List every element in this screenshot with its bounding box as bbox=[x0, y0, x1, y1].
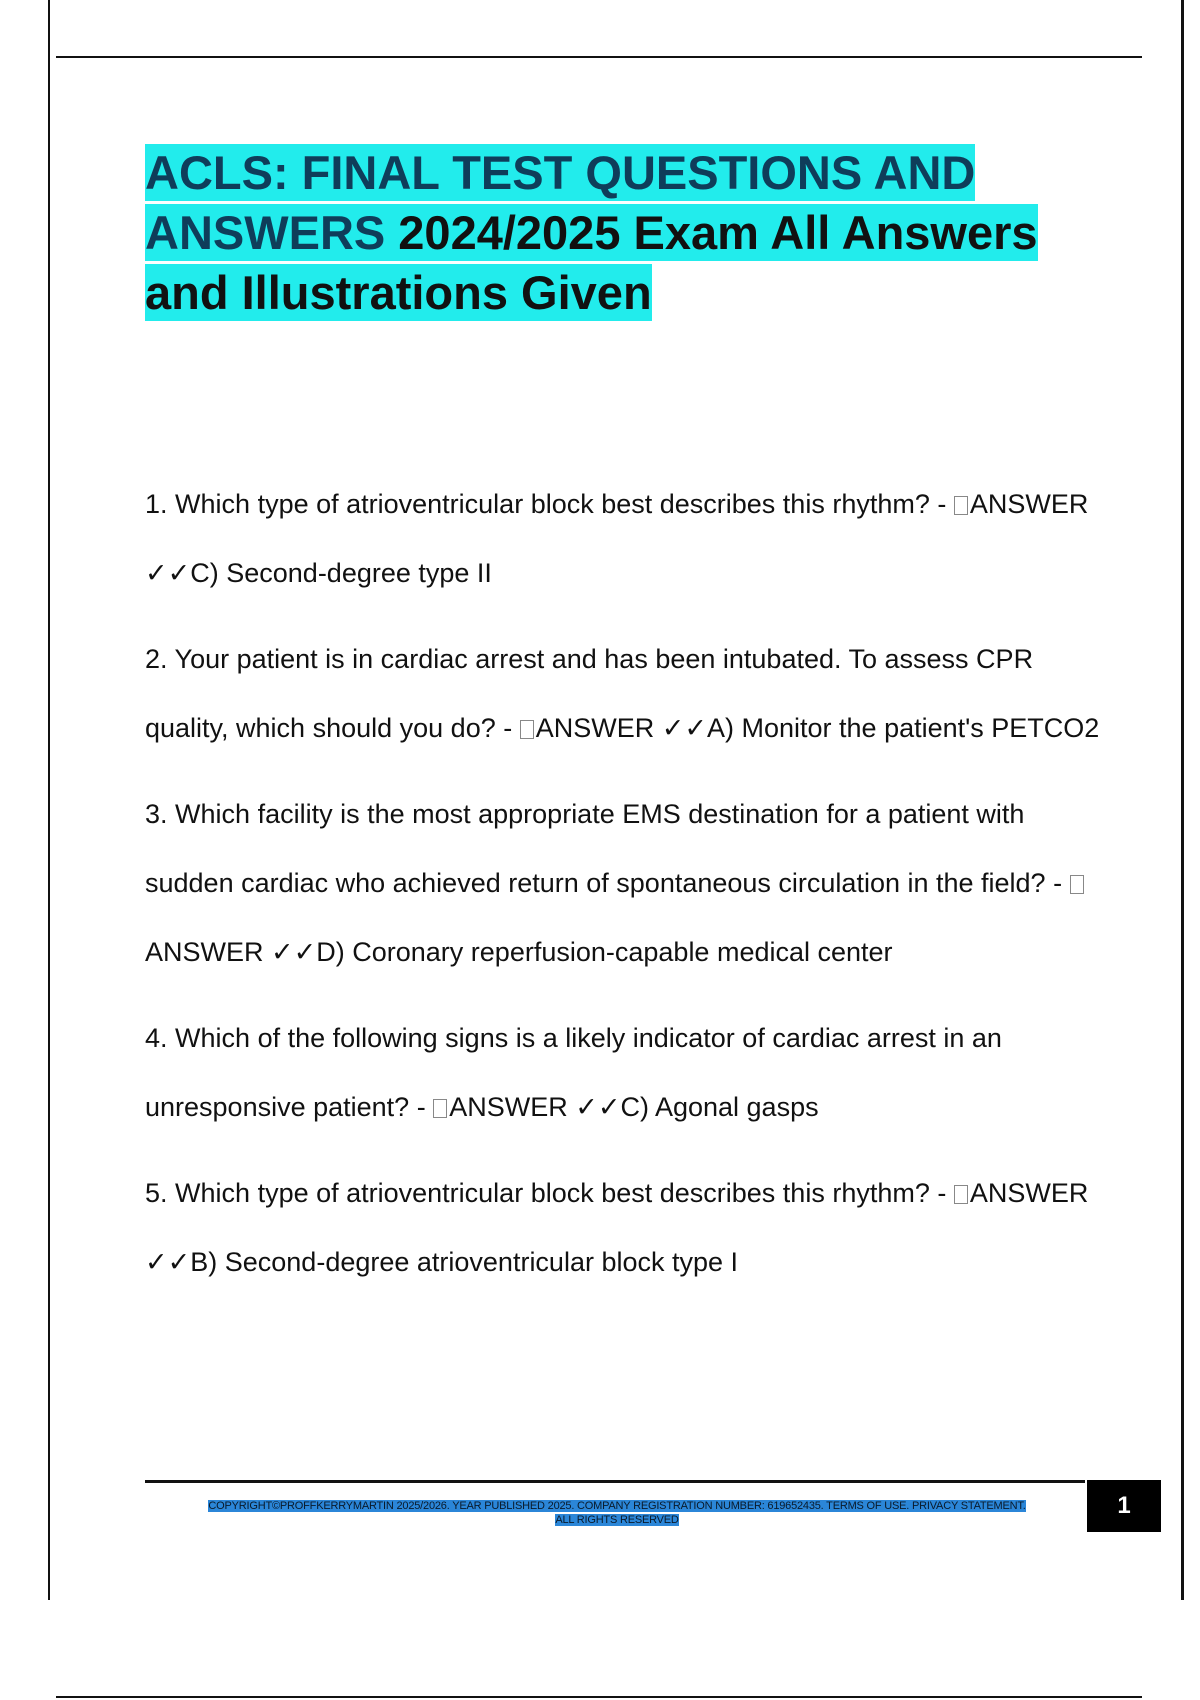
box-icon bbox=[433, 1099, 447, 1118]
box-icon bbox=[954, 1185, 968, 1204]
top-rule bbox=[56, 56, 1142, 58]
question-text: Your patient is in cardiac arrest and has been intubated. To assess CPR quality, which should you do? - bbox=[145, 644, 1034, 743]
title-line-2-highlight: ANSWERS bbox=[145, 206, 386, 259]
question-text: Which type of atrioventricular block best describes this rhythm? - bbox=[175, 1178, 947, 1208]
question-text: Which facility is the most appropriate EMS destination for a patient with sudden cardiac who achieved return of spontaneous circulation in the field? - bbox=[145, 799, 1063, 898]
question-number: 3. bbox=[145, 799, 168, 829]
box-icon bbox=[520, 720, 534, 739]
page-number-badge: 1 bbox=[1087, 1480, 1161, 1532]
question-item-1 bbox=[145, 470, 1105, 608]
answer-prefix: ANSWER ✓✓ bbox=[145, 489, 1089, 588]
question-item-5 bbox=[145, 1159, 1105, 1297]
title-line-2 bbox=[145, 204, 1038, 261]
footer-rule bbox=[145, 1480, 1085, 1483]
box-icon bbox=[1070, 875, 1084, 894]
copyright-line-1: COPYRIGHT©PROFFKERRYMARTIN 2025/2026. YEAR PUBLISHED 2025. COMPANY REGISTRATION NUMBER: 619652435. TERMS OF USE. PRIVACY STATEMENT. bbox=[208, 1500, 1026, 1512]
question-text: Which of the following signs is a likely indicator of cardiac arrest in an unresponsive patient? - bbox=[145, 1023, 1002, 1122]
copyright-notice bbox=[157, 1499, 1077, 1527]
question-item-4 bbox=[145, 1004, 1105, 1142]
question-item-2 bbox=[145, 625, 1105, 763]
question-item-3 bbox=[145, 780, 1105, 987]
question-list bbox=[145, 470, 1105, 1314]
copyright-line-2: ALL RIGHTS RESERVED bbox=[555, 1514, 679, 1526]
answer-text: A) Monitor the patient's PETCO2 bbox=[707, 713, 1100, 743]
title-line-3: and Illustrations Given bbox=[145, 266, 652, 319]
question-number: 2. bbox=[145, 644, 168, 674]
answer-text: C) Second-degree type II bbox=[190, 558, 492, 588]
answer-prefix: ANSWER ✓✓ bbox=[145, 937, 317, 967]
question-number: 5. bbox=[145, 1178, 168, 1208]
page-footer bbox=[145, 1480, 1161, 1536]
answer-text: D) Coronary reperfusion-capable medical center bbox=[316, 937, 893, 967]
bottom-rule bbox=[56, 1696, 1142, 1698]
page-border-left bbox=[48, 0, 50, 1600]
document-title bbox=[145, 143, 1105, 323]
page-border-right bbox=[1181, 0, 1184, 1600]
title-line-1-highlight: ACLS: FINAL TEST QUESTIONS AND bbox=[145, 146, 976, 199]
answer-prefix: ANSWER ✓✓ bbox=[449, 1092, 621, 1122]
title-line-2-rest: 2024/2025 Exam All Answers bbox=[385, 206, 1038, 259]
answer-prefix: ANSWER ✓✓ bbox=[145, 1178, 1089, 1277]
question-number: 4. bbox=[145, 1023, 168, 1053]
box-icon bbox=[954, 496, 968, 515]
answer-prefix: ANSWER ✓✓ bbox=[535, 713, 707, 743]
answer-text: B) Second-degree atrioventricular block type I bbox=[190, 1247, 739, 1277]
answer-text: C) Agonal gasps bbox=[620, 1092, 819, 1122]
question-number: 1. bbox=[145, 489, 168, 519]
question-text: Which type of atrioventricular block best describes this rhythm? - bbox=[175, 489, 947, 519]
